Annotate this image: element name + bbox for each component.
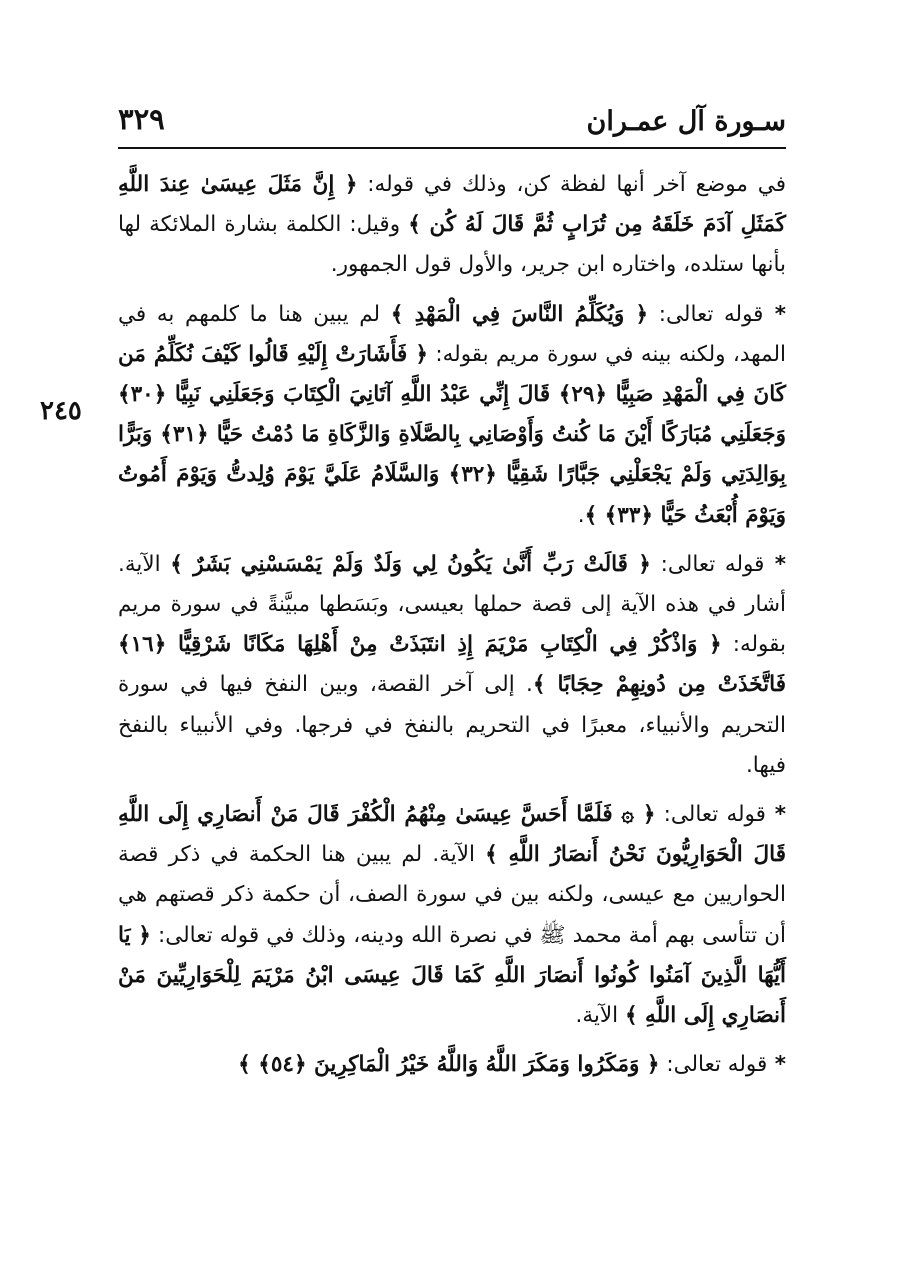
commentary-text: الآية.	[575, 1003, 625, 1029]
page-number: ٣٢٩	[118, 102, 165, 136]
quran-verse: ﴿ قَالَتْ رَبِّ أَنَّىٰ يَكُونُ لِي وَلَدٌ وَلَمْ يَمْسَسْنِي بَشَرٌ ﴾	[170, 551, 651, 577]
quran-verse: ﴿ ۞ فَلَمَّا أَحَسَّ عِيسَىٰ مِنْهُمُ الْكُفْرَ قَالَ مَنْ أَنصَارِي إِلَى اللَّهِ قَالَ الْحَوَارِيُّونَ نَحْنُ أَنصَارُ اللَّهِ ﴾	[118, 802, 786, 868]
margin-page-reference: ٢٤٥	[40, 396, 82, 426]
commentary-text: لم يبين هنا ما كلمهم به في المهد، ولكنه بينه في سورة مريم بقوله:	[118, 301, 786, 367]
paragraph	[118, 295, 786, 536]
header-divider	[118, 147, 786, 149]
commentary-text: قوله تعالى:	[659, 1052, 768, 1078]
paragraph-marker: *	[763, 301, 786, 327]
quran-verse: ﴿ وَيُكَلِّمُ النَّاسَ فِي الْمَهْدِ ﴾	[390, 301, 649, 327]
commentary-text: .	[577, 502, 585, 528]
page-header	[118, 100, 786, 148]
paragraph-marker: *	[767, 1052, 786, 1078]
quran-verse: ﴿ فَأَشَارَتْ إِلَيْهِ قَالُوا كَيْفَ نُكَلِّمُ مَن كَانَ فِي الْمَهْدِ صَبِيًّا ﴿٢٩﴾ قَالَ إِنِّي عَبْدُ اللَّهِ آتَانِيَ الْكِتَابَ وَجَعَلَنِي نَبِيًّا ﴿٣٠﴾ وَجَعَلَنِي مُبَارَكًا أَيْنَ مَا كُنتُ وَأَوْصَانِي بِالصَّلَاةِ وَالزَّكَاةِ مَا دُمْتُ حَيًّا ﴿٣١﴾ وَبَرًّا بِوَالِدَتِي وَلَمْ يَجْعَلْنِي جَبَّارًا شَقِيًّا ﴿٣٢﴾ وَالسَّلَامُ عَلَيَّ يَوْمَ وُلِدتُّ وَيَوْمَ أَمُوتُ وَيَوْمَ أُبْعَثُ حَيًّا ﴿٣٣﴾ ﴾	[118, 341, 787, 528]
surah-title: سـورة آل عمـران	[586, 106, 786, 137]
commentary-text: وقيل: الكلمة بشارة الملائكة لها بأنها ستلده، واختاره ابن جرير، والأول قول الجمهور.	[118, 212, 786, 278]
commentary-text: قوله تعالى:	[650, 551, 765, 577]
quran-verse: ﴿ وَاذْكُرْ فِي الْكِتَابِ مَرْيَمَ إِذِ انتَبَذَتْ مِنْ أَهْلِهَا مَكَانًا شَرْقِيًّا ﴿١٦﴾ فَاتَّخَذَتْ مِن دُونِهِمْ حِجَابًا ﴾	[118, 632, 786, 698]
paragraph	[118, 795, 786, 1036]
quran-verse: ﴿ وَمَكَرُوا وَمَكَرَ اللَّهُ وَاللَّهُ خَيْرُ الْمَاكِرِينَ ﴿٥٤﴾ ﴾	[238, 1052, 660, 1078]
commentary-text: قوله تعالى:	[655, 802, 766, 828]
quran-verse: ﴿ إِنَّ مَثَلَ عِيسَىٰ عِندَ اللَّهِ كَمَثَلِ آدَمَ خَلَقَهُ مِن تُرَابٍ ثُمَّ قَالَ لَهُ كُن ﴾	[118, 172, 787, 238]
paragraph-marker: *	[764, 551, 787, 577]
body-text	[118, 165, 786, 1094]
paragraph	[118, 165, 786, 286]
paragraph	[118, 1045, 786, 1085]
commentary-text: في موضع آخر أنها لفظة كن، وذلك في قوله:	[357, 172, 786, 197]
commentary-text: الآية. لم يبين هنا الحكمة في ذكر قصة الحواريين مع عيسى، ولكنه بين في سورة الصف، أن حكمة ذكر قصتهم هي أن تتأسى بهم أمة محمد ﷺ في نصرة الله ودينه، وذلك في قوله تعالى:	[118, 842, 786, 948]
commentary-text: قوله تعالى:	[648, 301, 764, 327]
paragraph	[118, 545, 786, 786]
quran-verse: ﴿ يَا أَيُّهَا الَّذِينَ آمَنُوا كُونُوا أَنصَارَ اللَّهِ كَمَا قَالَ عِيسَى ابْنُ مَرْيَمَ لِلْحَوَارِيِّينَ مَنْ أَنصَارِي إِلَى اللَّهِ ﴾	[118, 922, 786, 1029]
commentary-text: . إلى آخر القصة، وبين النفخ فيها في سورة التحريم والأنبياء، معبرًا في التحريم بالنفخ في فرجها. وفي الأنبياء بالنفخ فيها.	[118, 672, 786, 778]
paragraph-marker: *	[765, 802, 786, 828]
commentary-text: الآية. أشار في هذه الآية إلى قصة حملها بعيسى، وبَسَطها مبيَّنةً في سورة مريم بقوله:	[118, 551, 786, 658]
